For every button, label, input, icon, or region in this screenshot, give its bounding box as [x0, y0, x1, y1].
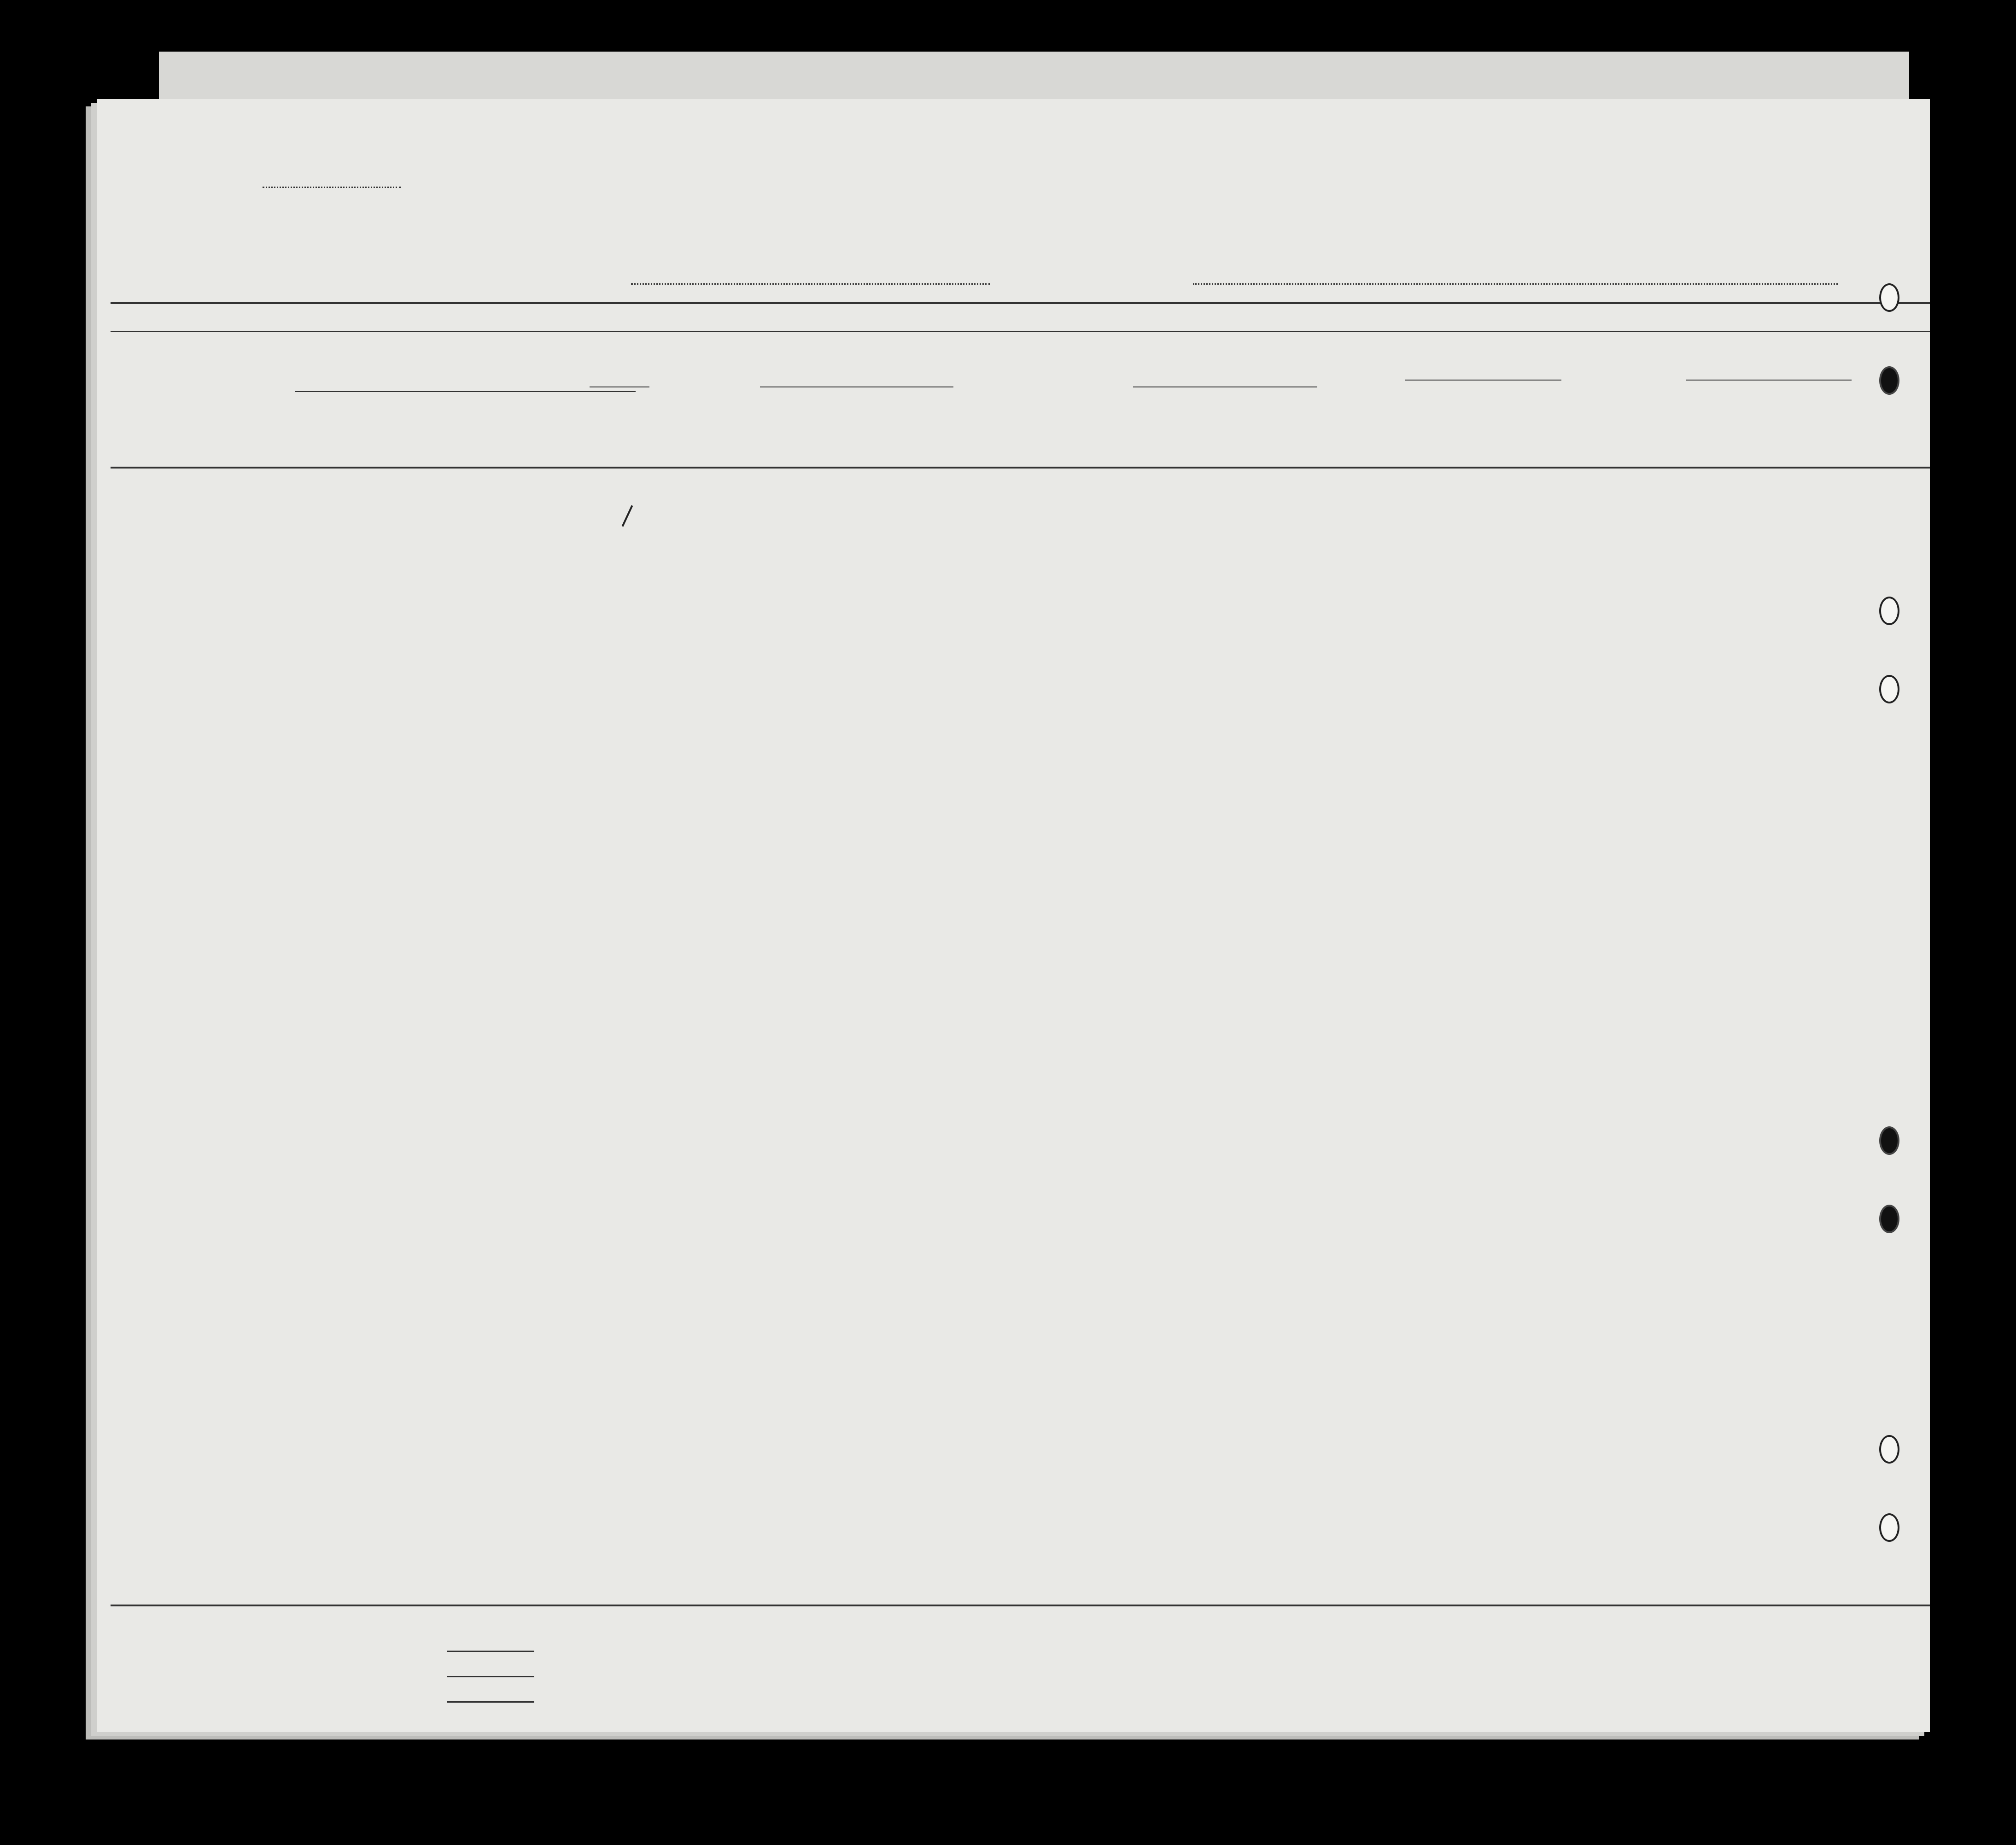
punch-hole [1879, 1205, 1899, 1233]
punch-hole [1879, 1513, 1899, 1542]
punch-hole [1879, 1435, 1899, 1464]
manifest-grid [97, 99, 1930, 1732]
aliens-line [447, 1701, 534, 1703]
total-line [447, 1651, 534, 1652]
citizens-line [447, 1676, 534, 1677]
punch-hole [1879, 1126, 1899, 1155]
punch-hole [1879, 597, 1899, 625]
punch-hole [1879, 366, 1899, 395]
punch-hole [1879, 675, 1899, 703]
punch-hole [1879, 283, 1899, 312]
manifest-sheet [97, 99, 1930, 1732]
